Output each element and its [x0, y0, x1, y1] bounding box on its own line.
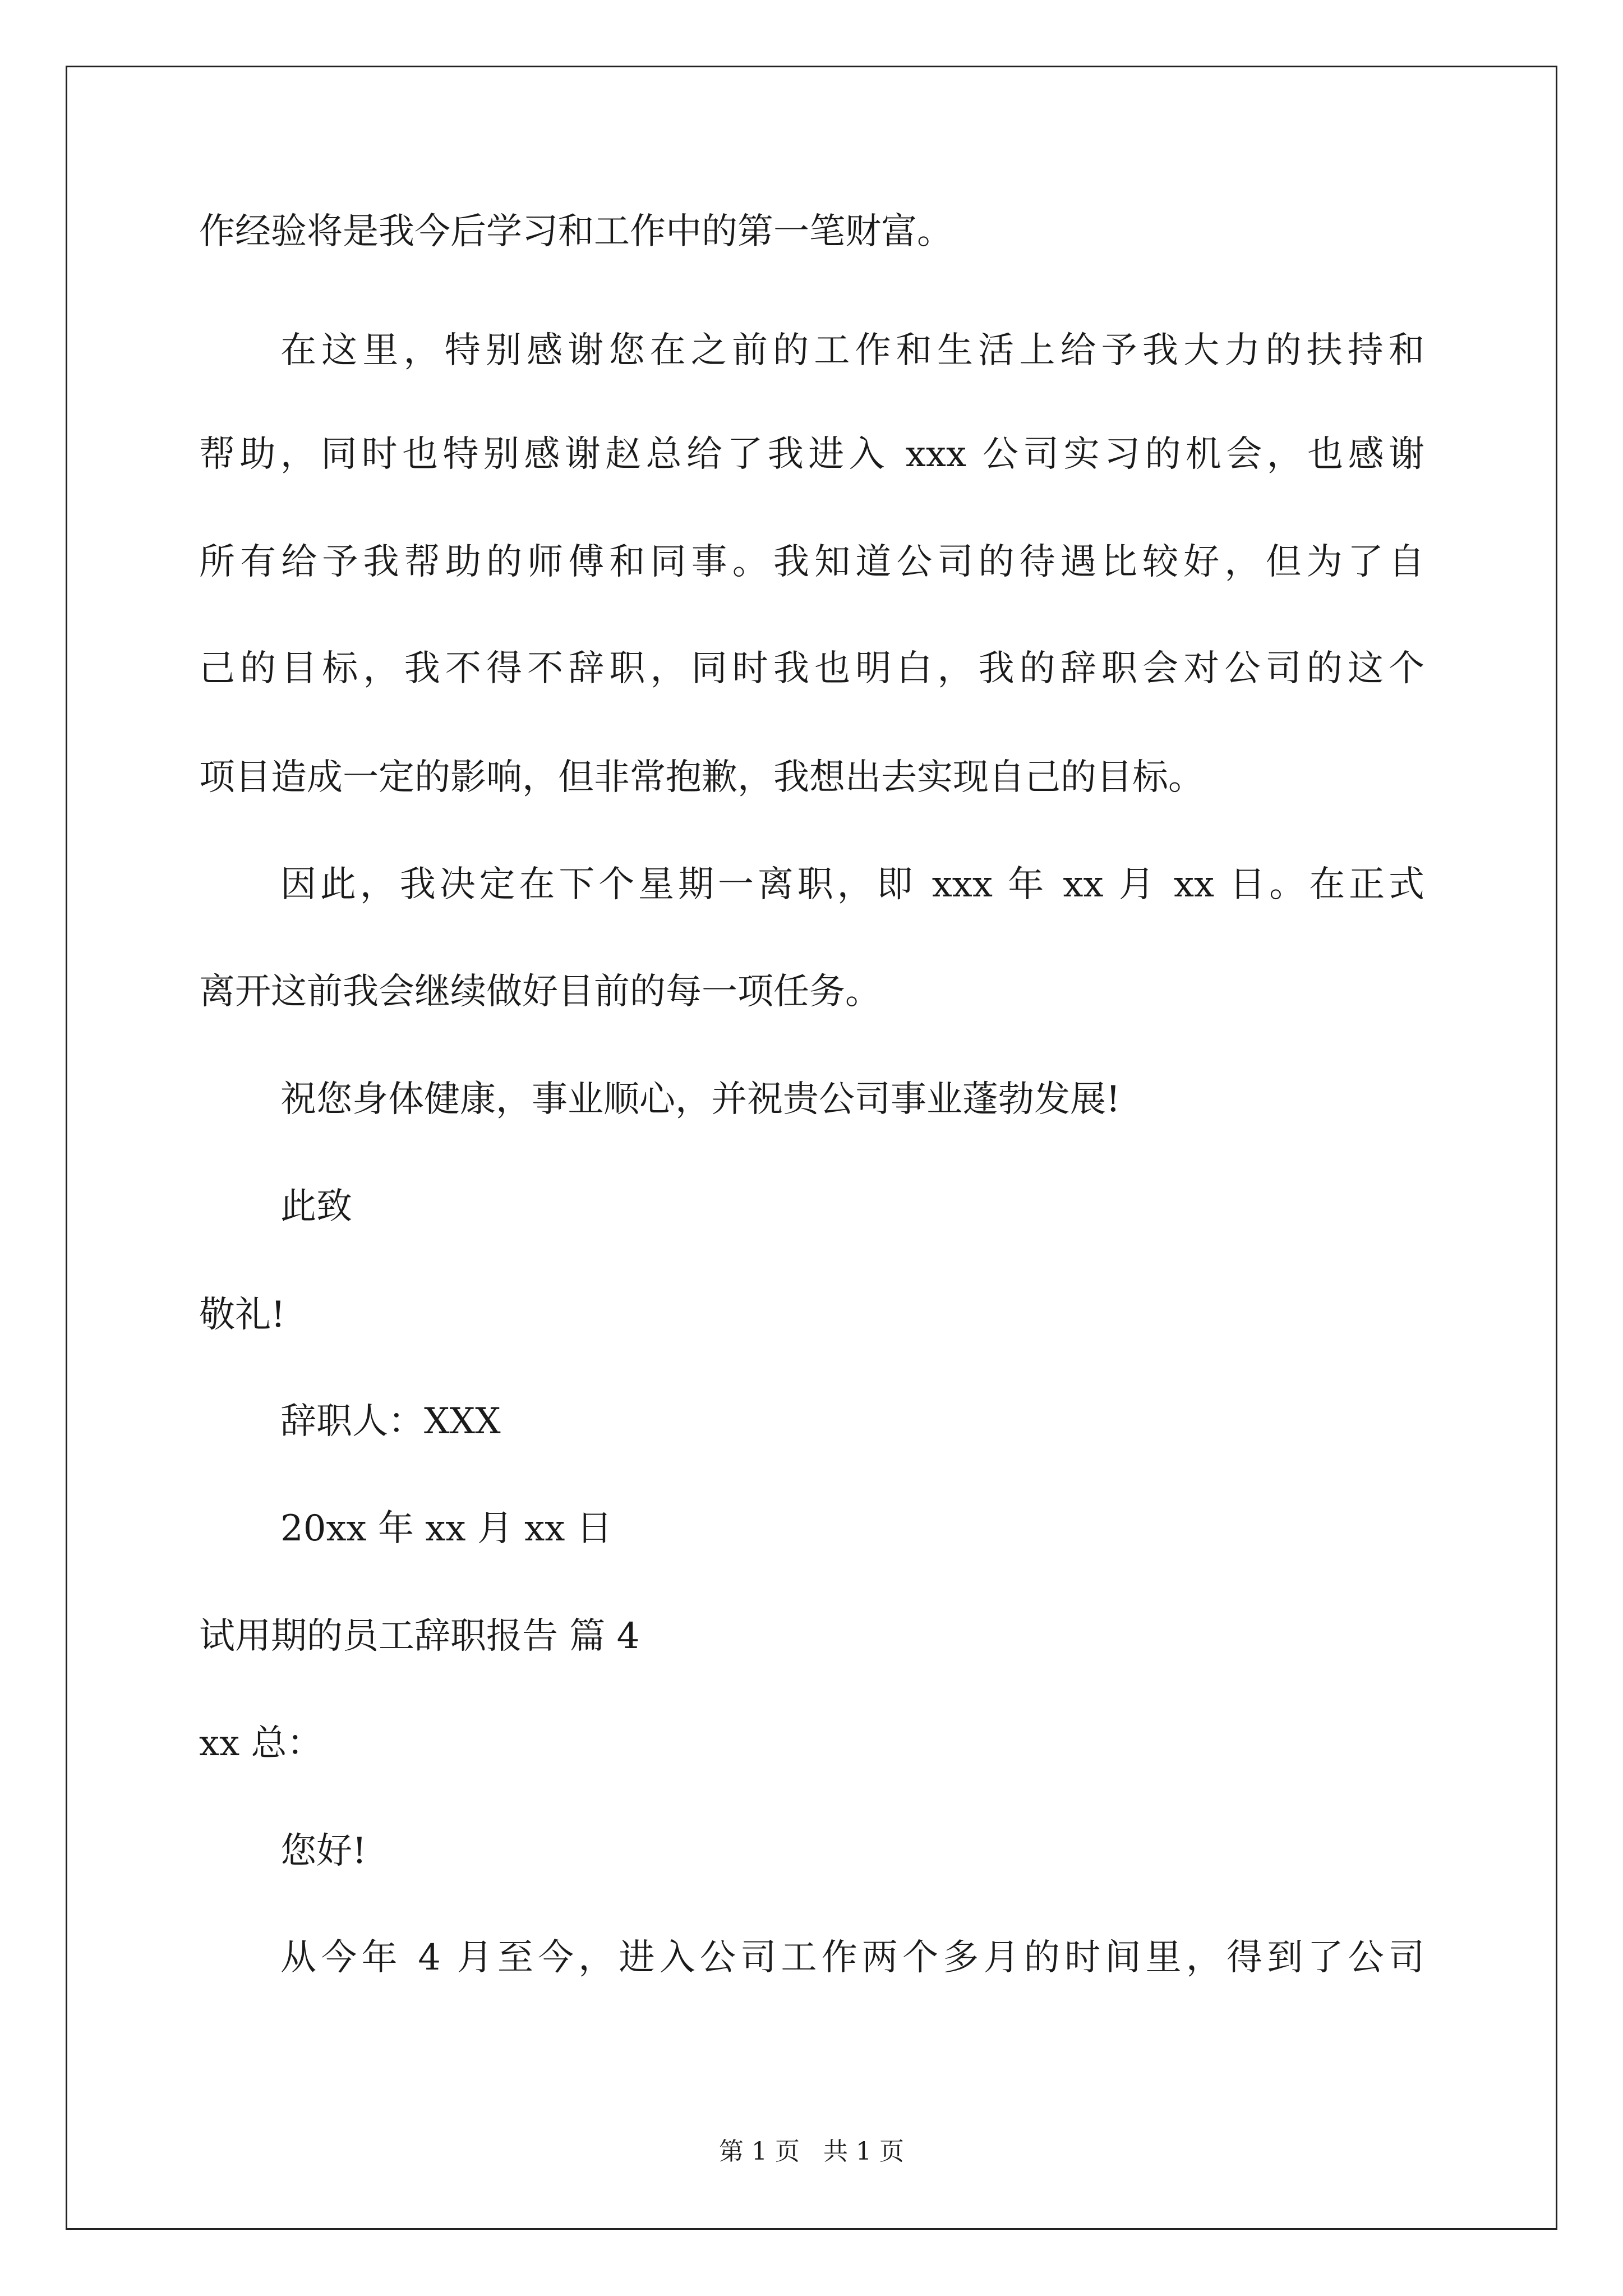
paragraph-line: 在这里，特别感谢您在之前的工作和生活上给予我大力的扶持和	[280, 330, 1424, 371]
salutation-line: 此致	[280, 1186, 352, 1227]
paragraph-line: 因此，我决定在下个星期一离职，即 xxx 年 xx 月 xx 日。在正式	[280, 864, 1424, 905]
paragraph-line: 项目造成一定的影响，但非常抱歉，我想出去实现自己的目标。	[199, 757, 1204, 798]
closing-wish: 祝您身体健康，事业顺心，并祝贵公司事业蓬勃发展!	[280, 1079, 1121, 1120]
paragraph-line: 己的目标，我不得不辞职，同时我也明白，我的辞职会对公司的这个	[199, 648, 1424, 689]
greeting-line: 您好!	[280, 1830, 367, 1872]
signature-date: 20xx 年 xx 月 xx 日	[280, 1508, 612, 1549]
section-heading: 试用期的员工辞职报告 篇 4	[199, 1616, 640, 1657]
page-footer: 第 1 页 共 1 页	[719, 2137, 904, 2166]
salutation-line: 敬礼!	[199, 1294, 285, 1336]
recipient-line: xx 总：	[199, 1723, 323, 1764]
paragraph-line: 帮助，同时也特别感谢赵总给了我进入 xxx 公司实习的机会，也感谢	[199, 434, 1424, 475]
paragraph-line: 离开这前我会继续做好目前的每一项任务。	[199, 971, 881, 1013]
page-border	[66, 66, 1557, 2230]
paragraph-line: 所有给予我帮助的师傅和同事。我知道公司的待遇比较好，但为了自	[199, 541, 1424, 583]
paragraph-line: 从今年 4 月至今，进入公司工作两个多月的时间里，得到了公司	[280, 1937, 1424, 1978]
paragraph-line: 作经验将是我今后学习和工作中的第一笔财富。	[199, 211, 953, 252]
signature-name: 辞职人：XXX	[280, 1401, 501, 1442]
